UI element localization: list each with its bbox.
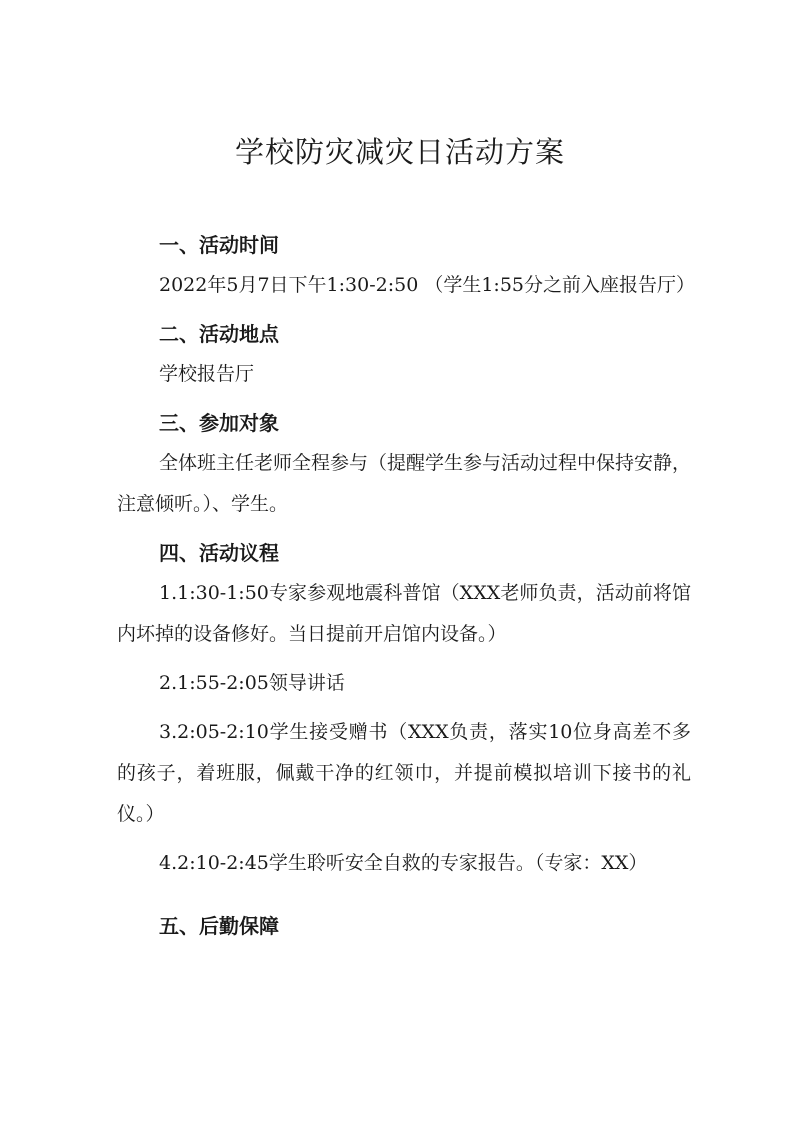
agenda-item-3: 3.2:05-2:10学生接受赠书（XXX负责，落实10位身高差不多的孩子，着班服，佩戴干净的红领巾，并提前模拟培训下接书的礼仪。） xyxy=(117,721,691,825)
agenda-item-1: 1.1:30-1:50专家参观地震科普馆（XXX老师负责，活动前将馆内坏掉的设备修好。当日提前开启馆内设备。） xyxy=(117,582,691,645)
section-heading-logistics: 五、后勤保障 xyxy=(159,914,279,938)
paragraph-location: 学校报告厅 xyxy=(159,363,255,385)
agenda-item-4: 4.2:10-2:45学生聆听安全自救的专家报告。（专家：XX） xyxy=(159,852,648,874)
agenda-item-2: 2.1:55-2:05领导讲话 xyxy=(159,672,345,694)
section-heading-time: 一、活动时间 xyxy=(159,233,279,257)
paragraph-time: 2022年5月7日下午1:30-2:50 （学生1:55分之前入座报告厅） xyxy=(159,274,695,296)
paragraph-participants: 全体班主任老师全程参与（提醒学生参与活动过程中保持安静，注意倾听。）、学生。 xyxy=(117,452,692,515)
section-heading-agenda: 四、活动议程 xyxy=(159,541,279,565)
section-heading-location: 二、活动地点 xyxy=(159,322,279,346)
document-title: 学校防灾减灾日活动方案 xyxy=(234,135,565,169)
document-body xyxy=(117,225,695,946)
section-heading-participants: 三、参加对象 xyxy=(159,411,279,435)
